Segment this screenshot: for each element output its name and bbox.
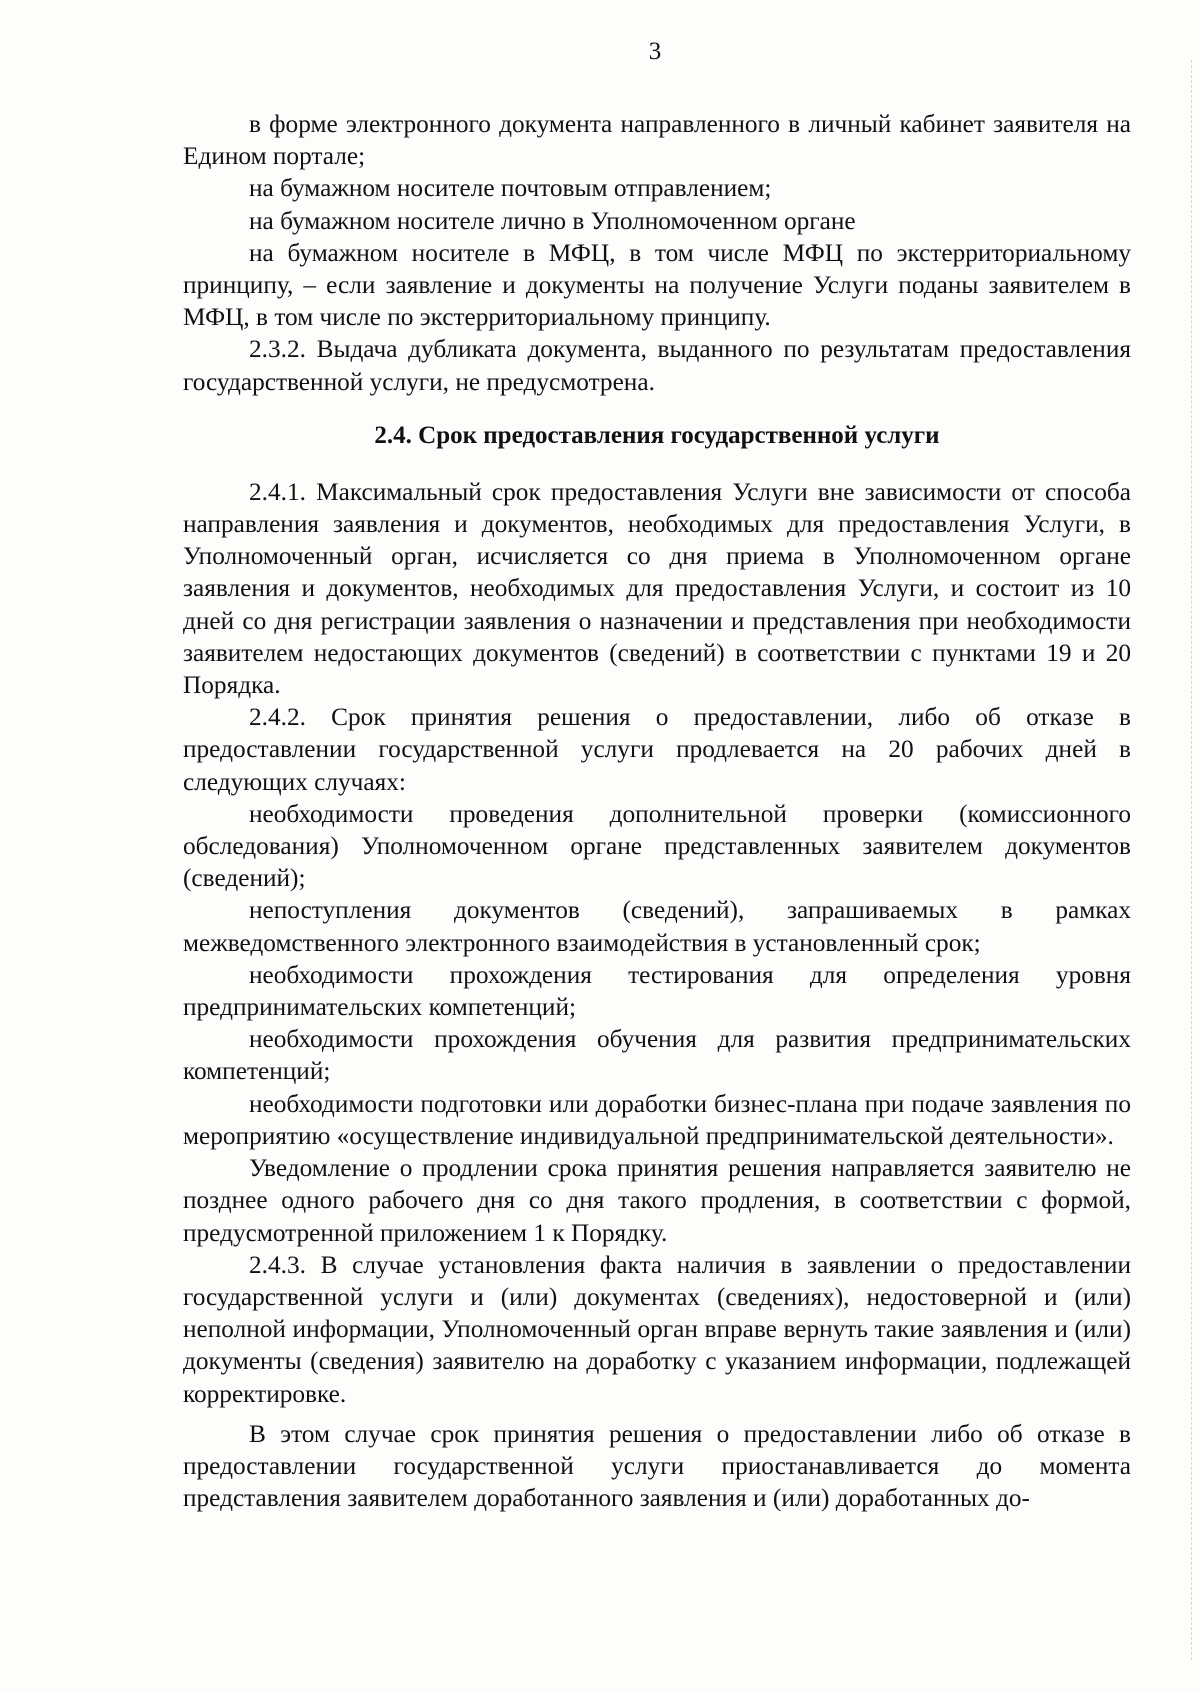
paragraph-2-4-2: 2.4.2. Срок принятия решения о предоставлении, либо об отказе в предоставлении государственной услуги продлевается на 20 рабочих дней в следующих случаях: <box>183 703 1131 796</box>
paragraph-delivery-in-person: на бумажном носителе лично в Уполномоченном органе <box>249 206 856 235</box>
document-body <box>183 108 1131 1514</box>
list-item-business-plan: необходимости подготовки или доработки бизнес-плана при подаче заявления по мероприятию «осуществление индивидуальной предпринимательской деятельности». <box>183 1089 1131 1150</box>
paragraph-delivery-electronic: в форме электронного документа направленного в личный кабинет заявителя на Едином портале; <box>183 110 1131 171</box>
paragraph-2-4-1: 2.4.1. Максимальный срок предоставления Услуги вне зависимости от способа направления заявления и документов, необходимых для предоставления Услуги, в Уполномоченный орган, исчисляется со дня приема в Уполномоченном органе заявления и документов, необходимых для предоставления Услуги, и состоит из 10 дней со дня регистрации заявления о назначении и представления при необходимости заявителем недостающих документов (сведений) в соответствии с пунктами 19 и 20 Порядка. <box>183 477 1131 700</box>
paragraph-delivery-mfc: на бумажном носителе в МФЦ, в том числе МФЦ по экстерриториальному принципу, – если заявление и документы на получение Услуги поданы заявителем в МФЦ, в том числе по экстерриториальному принципу. <box>183 238 1131 332</box>
page-number: 3 <box>648 38 662 65</box>
list-item-additional-check: необходимости проведения дополнительной проверки (комиссионного обследования) Уполномоченном органе представленных заявителем документов (сведений); <box>183 799 1131 893</box>
list-item-non-receipt: непоступления документов (сведений), запрашиваемых в рамках межведомственного электронного взаимодействия в установленный срок; <box>183 896 1131 957</box>
list-item-testing: необходимости прохождения тестирования для определения уровня предпринимательских компетенций; <box>183 960 1131 1022</box>
list-item-training: необходимости прохождения обучения для развития предпринимательских компетенций; <box>183 1025 1131 1086</box>
paragraph-delivery-post: на бумажном носителе почтовым отправлением; <box>249 174 772 203</box>
paragraph-suspension: В этом случае срок принятия решения о предоставлении либо об отказе в предоставлении государственной услуги приостанавливается до момента представления заявителем доработанного заявления и (или) доработанных до- <box>183 1419 1131 1513</box>
section-heading-2-4: 2.4. Срок предоставления государственной услуги <box>374 421 940 449</box>
scan-edge-artifact <box>1190 60 1192 1660</box>
paragraph-2-3-2: 2.3.2. Выдача дубликата документа, выданного по результатам предоставления государственной услуги, не предусмотрена. <box>183 335 1131 396</box>
paragraph-2-4-3: 2.4.3. В случае установления факта наличия в заявлении о предоставлении государственной услуги и (или) документах (сведениях), недостоверной и (или) неполной информации, Уполномоченный орган вправе вернуть такие заявления и (или) документы (сведения) заявителю на доработку с указанием информации, подлежащей корректировке. <box>183 1250 1131 1408</box>
paragraph-notification: Уведомление о продлении срока принятия решения направляется заявителю не позднее одного рабочего дня со дня такого продления, в соответствии с формой, предусмотренной приложением 1 к Порядку. <box>183 1154 1131 1247</box>
